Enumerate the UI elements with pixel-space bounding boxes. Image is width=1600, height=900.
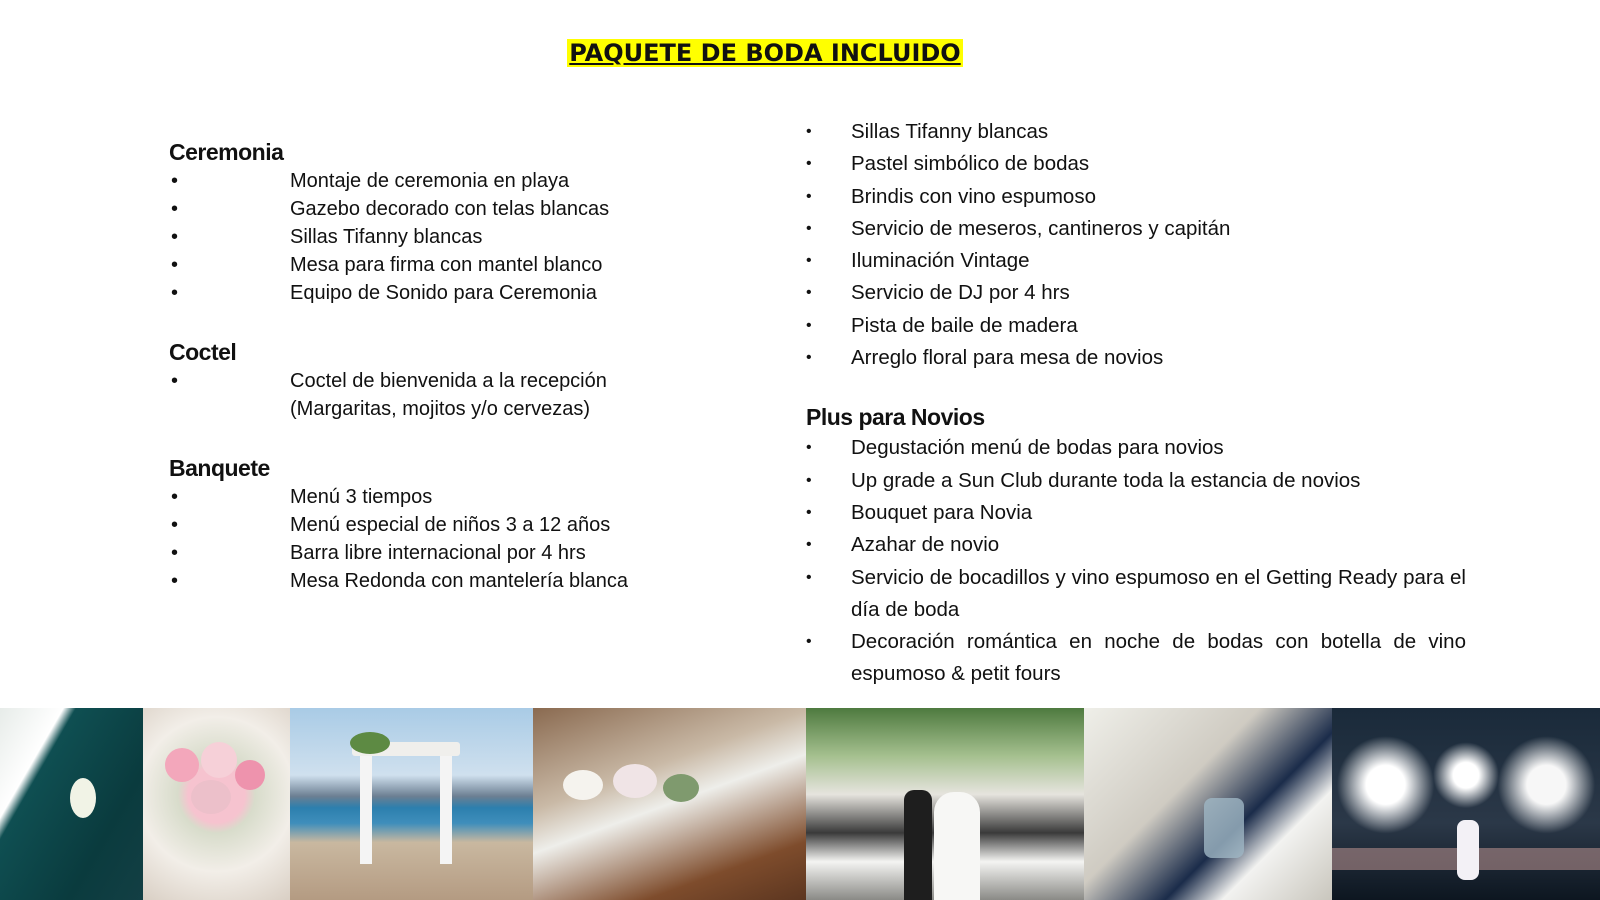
list-item: • Mesa Redonda con mantelería blanca [169, 567, 689, 595]
list-item: • Coctel de bienvenida a la recepción [169, 367, 689, 395]
coctel-heading: Coctel [169, 339, 237, 365]
bullet-icon: • [806, 219, 812, 237]
bullet-icon: • [806, 633, 812, 651]
dance-floor-sparklers-photo [1332, 708, 1600, 900]
bullet-icon: • [806, 155, 812, 173]
bullet-icon: • [171, 514, 179, 536]
list-item: • Barra libre internacional por 4 hrs [169, 539, 689, 567]
bullet-icon: • [806, 123, 812, 140]
list-item: • Montaje de ceremonia en playa [169, 167, 689, 195]
list-item: • Servicio de DJ por 4 hrs [806, 277, 1466, 309]
bullet-icon: • [806, 568, 812, 586]
list-item: • Arreglo floral para mesa de novios [806, 342, 1466, 374]
ceremonia-list [169, 167, 689, 307]
photo-strip [0, 708, 1600, 900]
list-item: • Degustación menú de bodas para novios [806, 432, 1466, 464]
bullet-icon: • [171, 226, 179, 248]
list-item: • Menú 3 tiempos [169, 483, 689, 511]
list-item: • Sillas Tifanny blancas [169, 223, 689, 251]
bullet-icon: • [171, 170, 179, 192]
bridal-bouquet-photo [143, 708, 290, 900]
bullet-icon: • [171, 542, 179, 564]
bullet-icon: • [806, 252, 812, 270]
beach-ceremony-arch-photo [290, 708, 533, 900]
bullet-icon: • [171, 282, 179, 304]
page-title-text: PAQUETE DE BODA INCLUIDO [569, 39, 961, 67]
bullet-icon: • [806, 284, 812, 302]
bullet-icon: • [806, 349, 812, 367]
left-column [169, 137, 689, 595]
list-item: • Bouquet para Novia [806, 497, 1466, 529]
right-column [806, 116, 1466, 691]
list-item: • Sillas Tifanny blancas [806, 116, 1466, 148]
groom-boutonniere-photo [0, 708, 143, 900]
banquete-list [169, 483, 689, 595]
list-item: • Decoración romántica en noche de bodas con botella de vino espumoso & petit fours [806, 626, 1466, 691]
list-item: • Mesa para firma con mantel blanco [169, 251, 689, 279]
bullet-icon: • [806, 187, 812, 205]
bullet-icon: • [171, 486, 179, 508]
bullet-icon: • [806, 439, 812, 457]
list-item: • Menú especial de niños 3 a 12 años [169, 511, 689, 539]
bullet-icon: • [171, 198, 179, 220]
page-title [0, 39, 1530, 67]
floral-table-photo [533, 708, 806, 900]
bullet-icon: • [171, 570, 179, 592]
bullet-icon: • [806, 503, 812, 521]
banquete-continued-list [806, 116, 1466, 374]
couple-mariachi-photo [806, 708, 1084, 900]
list-item: • Equipo de Sonido para Ceremonia [169, 279, 689, 307]
list-item: • Brindis con vino espumoso [806, 181, 1466, 213]
bullet-icon: • [806, 536, 812, 554]
bullet-icon: • [171, 370, 179, 392]
list-item: • Iluminación Vintage [806, 245, 1466, 277]
list-item: • Gazebo decorado con telas blancas [169, 195, 689, 223]
list-item: • Azahar de novio [806, 529, 1466, 561]
list-item: • Up grade a Sun Club durante toda la estancia de novios [806, 465, 1466, 497]
bullet-icon: • [806, 471, 812, 489]
bullet-icon: • [171, 254, 179, 276]
list-item: • Pista de baile de madera [806, 310, 1466, 342]
list-item-continuation: (Margaritas, mojitos y/o cervezas) [290, 398, 591, 420]
list-item: • Pastel simbólico de bodas [806, 148, 1466, 180]
coctel-list [169, 367, 689, 423]
couple-holding-hands-photo [1084, 708, 1332, 900]
bullet-icon: • [806, 316, 812, 334]
plus-list [806, 432, 1466, 690]
ceremonia-heading: Ceremonia [169, 139, 284, 165]
banquete-heading: Banquete [169, 455, 270, 481]
list-item: • Servicio de meseros, cantineros y capitán [806, 213, 1466, 245]
plus-heading: Plus para Novios [806, 404, 985, 431]
list-item: • Servicio de bocadillos y vino espumoso en el Getting Ready para el día de boda [806, 562, 1466, 627]
